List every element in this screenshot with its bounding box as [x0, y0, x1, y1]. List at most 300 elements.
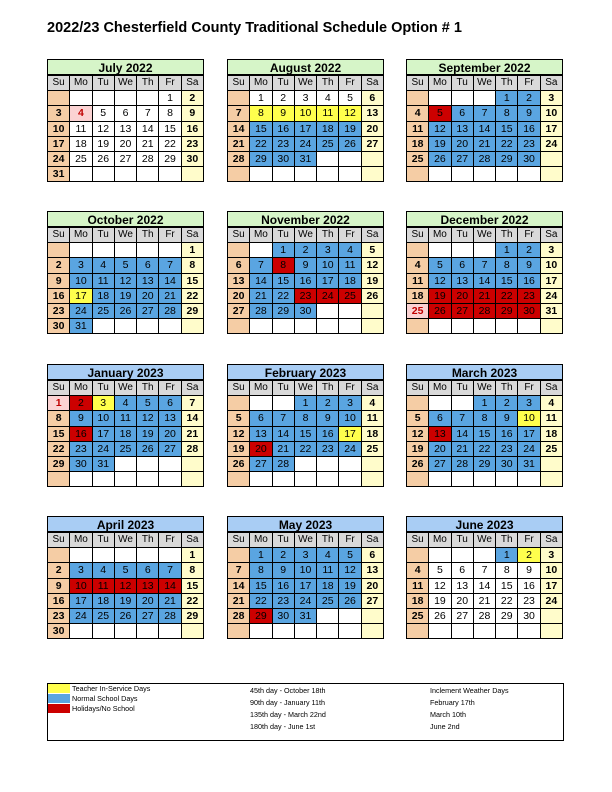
weekday-header: Sa	[361, 533, 383, 548]
day-cell: 8	[496, 258, 518, 273]
day-cell: 13	[137, 578, 159, 593]
day-cell	[540, 624, 562, 639]
day-cell: 26	[339, 136, 361, 151]
day-cell: 2	[518, 548, 540, 563]
day-cell: 12	[114, 273, 136, 288]
day-cell: 23	[518, 136, 540, 151]
day-cell: 17	[540, 273, 562, 288]
day-cell: 4	[70, 106, 92, 121]
day-cell: 19	[92, 136, 114, 151]
day-cell: 9	[518, 106, 540, 121]
day-cell: 3	[70, 563, 92, 578]
day-cell: 27	[451, 303, 473, 318]
day-cell: 1	[181, 243, 203, 258]
day-cell: 12	[92, 121, 114, 136]
day-cell: 29	[473, 456, 495, 471]
day-cell	[294, 167, 316, 182]
day-cell: 22	[272, 288, 294, 303]
day-cell: 11	[361, 411, 383, 426]
day-cell: 17	[294, 121, 316, 136]
weekday-header: Mo	[429, 533, 451, 548]
day-cell: 30	[518, 151, 540, 166]
weekday-header: Tu	[272, 381, 294, 396]
day-cell: 16	[272, 121, 294, 136]
day-cell	[250, 472, 272, 487]
day-cell	[70, 91, 92, 106]
day-cell: 6	[250, 411, 272, 426]
day-cell	[114, 91, 136, 106]
day-cell	[429, 167, 451, 182]
day-cell	[518, 319, 540, 334]
day-cell	[228, 624, 250, 639]
day-cell: 2	[48, 563, 70, 578]
day-cell	[429, 548, 451, 563]
day-cell: 14	[272, 426, 294, 441]
day-cell: 31	[294, 151, 316, 166]
day-cell	[181, 456, 203, 471]
day-cell: 12	[339, 563, 361, 578]
day-cell: 10	[317, 258, 339, 273]
day-cell: 25	[540, 441, 562, 456]
day-cell: 30	[518, 303, 540, 318]
day-cell: 11	[114, 411, 136, 426]
day-cell: 1	[473, 396, 495, 411]
day-cell: 23	[294, 288, 316, 303]
day-cell: 21	[451, 441, 473, 456]
day-cell	[137, 319, 159, 334]
day-cell: 26	[114, 608, 136, 623]
day-cell: 9	[70, 411, 92, 426]
day-cell: 6	[228, 258, 250, 273]
day-cell	[181, 167, 203, 182]
month-calendar	[406, 364, 563, 487]
day-cell	[137, 624, 159, 639]
day-cell: 24	[540, 593, 562, 608]
day-cell: 26	[429, 151, 451, 166]
day-cell: 23	[518, 288, 540, 303]
weekday-header: Fr	[159, 228, 181, 243]
day-cell: 8	[294, 411, 316, 426]
day-cell: 23	[518, 593, 540, 608]
day-cell	[540, 167, 562, 182]
day-cell	[70, 624, 92, 639]
day-cell	[496, 167, 518, 182]
inclement-title: Inclement Weather Days	[430, 686, 509, 695]
weekday-header: Fr	[339, 533, 361, 548]
day-cell: 27	[361, 136, 383, 151]
day-cell: 20	[429, 441, 451, 456]
weekday-header: Sa	[181, 381, 203, 396]
day-cell: 24	[48, 151, 70, 166]
day-cell: 5	[137, 396, 159, 411]
day-cell	[272, 167, 294, 182]
day-cell: 25	[407, 608, 429, 623]
day-cell	[272, 396, 294, 411]
day-cell: 11	[92, 578, 114, 593]
day-cell: 15	[48, 426, 70, 441]
day-cell: 1	[250, 548, 272, 563]
day-cell: 30	[272, 608, 294, 623]
day-cell: 21	[473, 136, 495, 151]
day-cell: 26	[429, 608, 451, 623]
day-cell	[70, 167, 92, 182]
day-cell	[228, 396, 250, 411]
day-cell	[518, 472, 540, 487]
weekday-header: Tu	[92, 228, 114, 243]
weekday-header: We	[114, 76, 136, 91]
day-cell: 19	[361, 273, 383, 288]
day-cell: 1	[159, 91, 181, 106]
month-calendar	[47, 364, 204, 487]
day-cell: 26	[429, 303, 451, 318]
day-cell: 6	[137, 563, 159, 578]
weekday-header: Tu	[451, 533, 473, 548]
school-swatch	[48, 694, 70, 703]
day-cell	[137, 91, 159, 106]
month-calendar	[406, 211, 563, 334]
day-cell: 2	[272, 91, 294, 106]
day-cell: 14	[473, 121, 495, 136]
day-cell: 10	[540, 563, 562, 578]
weekday-header: Mo	[70, 381, 92, 396]
month-title: November 2022	[227, 211, 384, 227]
day-cell: 10	[70, 578, 92, 593]
day-cell	[228, 472, 250, 487]
day-cell: 15	[496, 578, 518, 593]
day-cell	[317, 608, 339, 623]
day-cell: 13	[429, 426, 451, 441]
weekday-header: Su	[48, 76, 70, 91]
day-cell: 3	[70, 258, 92, 273]
day-cell	[407, 624, 429, 639]
day-cell: 7	[473, 106, 495, 121]
day-cell: 28	[272, 456, 294, 471]
month-title: December 2022	[406, 211, 563, 227]
day-cell: 10	[294, 563, 316, 578]
day-cell: 2	[272, 548, 294, 563]
day-cell	[92, 548, 114, 563]
day-cell: 11	[70, 121, 92, 136]
day-cell: 22	[159, 136, 181, 151]
day-cell: 4	[317, 548, 339, 563]
day-cell: 3	[294, 548, 316, 563]
day-cell: 9	[272, 563, 294, 578]
day-cell	[407, 319, 429, 334]
day-cell	[159, 472, 181, 487]
day-cell: 12	[114, 578, 136, 593]
day-cell: 8	[181, 258, 203, 273]
day-cell: 18	[317, 121, 339, 136]
day-cell: 23	[272, 593, 294, 608]
weekday-header: We	[473, 381, 495, 396]
day-cell	[48, 243, 70, 258]
day-cell: 16	[48, 288, 70, 303]
day-cell: 18	[339, 273, 361, 288]
day-cell: 16	[518, 121, 540, 136]
day-cell: 19	[339, 578, 361, 593]
day-cell: 10	[92, 411, 114, 426]
weekday-header: Fr	[339, 76, 361, 91]
day-cell: 6	[159, 396, 181, 411]
day-cell	[451, 396, 473, 411]
day-cell	[361, 167, 383, 182]
day-cell	[361, 624, 383, 639]
day-cell	[361, 319, 383, 334]
day-cell	[361, 151, 383, 166]
day-cell: 22	[473, 441, 495, 456]
weekday-header: Su	[48, 533, 70, 548]
day-cell: 29	[496, 608, 518, 623]
day-cell	[339, 456, 361, 471]
day-cell: 11	[407, 578, 429, 593]
day-cell	[272, 472, 294, 487]
day-cell	[114, 472, 136, 487]
day-cell: 13	[361, 106, 383, 121]
day-cell: 12	[429, 578, 451, 593]
day-cell: 14	[159, 273, 181, 288]
day-cell: 9	[518, 563, 540, 578]
day-cell: 24	[317, 288, 339, 303]
day-cell	[540, 456, 562, 471]
day-cell	[473, 472, 495, 487]
weekday-header: Th	[137, 76, 159, 91]
month-title: March 2023	[406, 364, 563, 380]
day-cell	[294, 456, 316, 471]
day-cell	[294, 624, 316, 639]
day-cell	[339, 608, 361, 623]
day-cell: 12	[429, 121, 451, 136]
day-cell	[181, 624, 203, 639]
day-cell	[159, 167, 181, 182]
day-cell	[317, 472, 339, 487]
weekday-header: Sa	[540, 228, 562, 243]
weekday-header: Su	[228, 76, 250, 91]
day-cell: 27	[159, 441, 181, 456]
day-cell: 22	[496, 593, 518, 608]
day-cell: 30	[48, 319, 70, 334]
day-cell: 16	[181, 121, 203, 136]
weekday-header: Tu	[272, 228, 294, 243]
day-cell: 8	[496, 106, 518, 121]
day-cell: 15	[294, 426, 316, 441]
day-cell: 18	[92, 593, 114, 608]
day-cell: 5	[429, 563, 451, 578]
day-cell: 19	[339, 121, 361, 136]
day-cell: 2	[294, 243, 316, 258]
day-cell: 21	[159, 288, 181, 303]
day-cell: 29	[250, 151, 272, 166]
weekday-header: Th	[496, 381, 518, 396]
day-cell	[159, 456, 181, 471]
weekday-header: Fr	[518, 381, 540, 396]
day-cell: 23	[48, 608, 70, 623]
day-cell: 14	[473, 273, 495, 288]
day-cell	[407, 548, 429, 563]
day-cell: 20	[361, 121, 383, 136]
day-cell: 6	[451, 563, 473, 578]
weekday-header: We	[473, 533, 495, 548]
month-calendar	[47, 59, 204, 182]
day-cell: 14	[137, 121, 159, 136]
day-cell: 17	[317, 273, 339, 288]
day-cell: 24	[540, 288, 562, 303]
day-cell: 18	[114, 426, 136, 441]
day-cell	[407, 167, 429, 182]
month-calendar	[406, 516, 563, 639]
day-cell: 26	[114, 303, 136, 318]
day-cell	[159, 243, 181, 258]
day-cell	[473, 624, 495, 639]
weekday-header: Mo	[250, 533, 272, 548]
day-cell: 25	[407, 303, 429, 318]
weekday-header: Sa	[181, 76, 203, 91]
day-cell: 5	[339, 548, 361, 563]
weekday-header: Mo	[70, 76, 92, 91]
weekday-header: We	[114, 381, 136, 396]
day-cell: 17	[70, 593, 92, 608]
day-cell: 24	[92, 441, 114, 456]
day-cell	[114, 319, 136, 334]
day-cell: 9	[518, 258, 540, 273]
month-title: October 2022	[47, 211, 204, 227]
day-cell: 20	[361, 578, 383, 593]
month-calendar	[406, 59, 563, 182]
day-cell	[361, 456, 383, 471]
weekday-header: Fr	[518, 533, 540, 548]
day-cell	[540, 151, 562, 166]
day-cell	[317, 624, 339, 639]
day-cell: 21	[228, 136, 250, 151]
weekday-header: Mo	[70, 533, 92, 548]
day-cell: 14	[473, 578, 495, 593]
weekday-header: We	[294, 76, 316, 91]
day-cell	[272, 319, 294, 334]
day-cell: 7	[159, 563, 181, 578]
day-cell: 18	[70, 136, 92, 151]
day-cell: 4	[407, 106, 429, 121]
weekday-header: Th	[496, 76, 518, 91]
day-cell	[496, 472, 518, 487]
day-cell	[114, 243, 136, 258]
day-cell	[294, 319, 316, 334]
day-cell	[451, 472, 473, 487]
day-cell: 31	[48, 167, 70, 182]
day-cell: 21	[228, 593, 250, 608]
day-cell	[451, 243, 473, 258]
day-cell: 24	[540, 136, 562, 151]
day-cell: 30	[272, 151, 294, 166]
day-cell: 8	[181, 563, 203, 578]
day-cell: 5	[429, 106, 451, 121]
day-cell: 13	[159, 411, 181, 426]
day-cell	[317, 456, 339, 471]
day-cell: 6	[361, 548, 383, 563]
day-cell: 5	[361, 243, 383, 258]
day-cell: 27	[137, 303, 159, 318]
day-cell: 12	[407, 426, 429, 441]
day-cell: 15	[159, 121, 181, 136]
day-cell: 22	[250, 136, 272, 151]
day-cell: 15	[250, 578, 272, 593]
day-cell: 9	[496, 411, 518, 426]
day-cell: 5	[92, 106, 114, 121]
day-cell: 13	[228, 273, 250, 288]
day-cell: 10	[518, 411, 540, 426]
day-cell: 8	[272, 258, 294, 273]
day-cell	[451, 91, 473, 106]
day-cell: 14	[159, 578, 181, 593]
day-cell: 27	[361, 593, 383, 608]
day-cell: 23	[317, 441, 339, 456]
day-cell: 22	[496, 136, 518, 151]
weekday-header: Th	[317, 533, 339, 548]
day-cell: 12	[429, 273, 451, 288]
day-cell: 27	[228, 303, 250, 318]
day-cell	[496, 624, 518, 639]
day-cell	[339, 624, 361, 639]
day-cell: 24	[294, 593, 316, 608]
day-cell	[518, 167, 540, 182]
day-cell	[317, 319, 339, 334]
day-cell: 23	[496, 441, 518, 456]
day-cell: 6	[114, 106, 136, 121]
day-cell: 28	[228, 151, 250, 166]
day-cell: 2	[317, 396, 339, 411]
day-cell: 2	[181, 91, 203, 106]
day-cell: 21	[250, 288, 272, 303]
day-cell: 20	[451, 136, 473, 151]
day-cell: 17	[92, 426, 114, 441]
weekday-header: Tu	[92, 533, 114, 548]
day-cell: 9	[272, 106, 294, 121]
day-cell: 2	[70, 396, 92, 411]
day-cell: 3	[294, 91, 316, 106]
day-cell: 29	[181, 608, 203, 623]
weekday-header: Mo	[70, 228, 92, 243]
weekday-header: Th	[137, 381, 159, 396]
day-cell	[228, 548, 250, 563]
day-cell: 31	[70, 319, 92, 334]
day-cell: 17	[518, 426, 540, 441]
day-cell: 22	[48, 441, 70, 456]
day-cell	[429, 396, 451, 411]
weekday-header: We	[114, 228, 136, 243]
day-cell	[250, 396, 272, 411]
milestone-135: 135th day - March 22nd	[250, 710, 326, 719]
milestone-90: 90th day - January 11th	[250, 698, 325, 707]
day-cell: 9	[48, 578, 70, 593]
month-title: February 2023	[227, 364, 384, 380]
day-cell: 19	[137, 426, 159, 441]
day-cell: 28	[250, 303, 272, 318]
weekday-header: Su	[228, 533, 250, 548]
day-cell: 12	[137, 411, 159, 426]
day-cell: 19	[228, 441, 250, 456]
day-cell	[496, 319, 518, 334]
day-cell: 14	[451, 426, 473, 441]
day-cell	[473, 243, 495, 258]
holiday-swatch	[48, 704, 70, 713]
day-cell: 4	[407, 258, 429, 273]
day-cell: 31	[294, 608, 316, 623]
day-cell: 24	[339, 441, 361, 456]
day-cell: 18	[317, 578, 339, 593]
day-cell: 7	[451, 411, 473, 426]
weekday-header: Sa	[540, 381, 562, 396]
day-cell: 15	[496, 273, 518, 288]
day-cell	[317, 151, 339, 166]
day-cell: 5	[228, 411, 250, 426]
